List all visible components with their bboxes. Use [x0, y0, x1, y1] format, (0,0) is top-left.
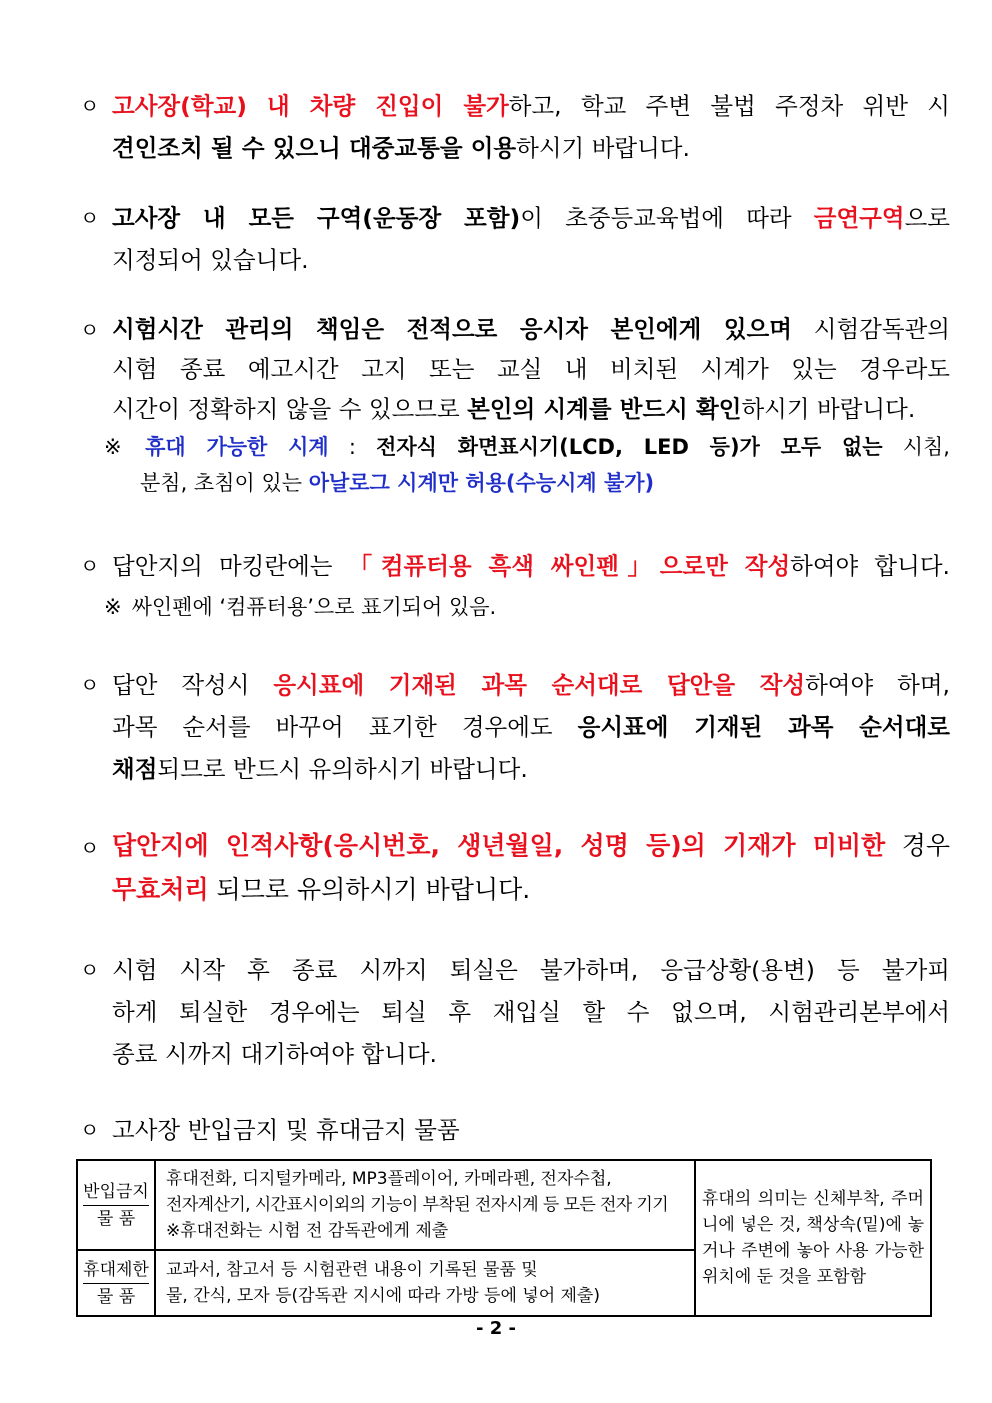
notice-leaving: ㅇ 시험 시작 후 종료 시까지 퇴실은 불가하며, 응급상황(용변) 등 불가피 하게 퇴실한 경우에는 퇴실 후 재입실 할 수 없으며, 시험관리본부에서 종료 시까지 대기하여야 합니다. [80, 949, 950, 1075]
bullet-icon: ㅇ [80, 673, 100, 697]
notice-time-management: ㅇ 시험시간 관리의 책임은 전적으로 응시자 본인에게 있으며 시험감독관의 시험 종료 예고시간 고지 또는 교실 내 비치된 시계가 있는 경우라도 시간이 정확하지 않을 수 있으므로 본인의 시계를 반드시 확인하시기 바랍니다. ※ 휴대 가능한 시계 : 전자식 화면표시기(LCD, LED 등)가 모두 없는 시침, 분침, 초침이 있는 아날로그 시계만 허용(수능시계 불가) [80, 309, 950, 501]
notice-no-smoking: ㅇ 고사장 내 모든 구역(운동장 포함)이 초중등교육법에 따라 금연구역으로 지정되어 있습니다. [80, 197, 950, 281]
notice-subject-order: ㅇ 답안 작성시 응시표에 기재된 과목 순서대로 답안을 작성하여야 하며, 과목 순서를 바꾸어 표기한 경우에도 응시표에 기재된 과목 순서대로 채점되므로 반드시 유의하시기 바랍니다. [80, 664, 950, 790]
page-number: - 2 - [476, 1318, 516, 1339]
row-head-restricted: 휴대제한 물 품 [77, 1250, 155, 1316]
row-head-banned: 반입금지 물 품 [77, 1160, 155, 1250]
notice-vehicle: ㅇ 고사장(학교) 내 차량 진입이 불가하고, 학교 주변 불법 주정차 위반 시 견인조치 될 수 있으니 대중교통을 이용하시기 바랍니다. [80, 85, 950, 169]
bullet-icon: ㅇ [80, 94, 100, 118]
bullet-icon: ㅇ [80, 1118, 100, 1142]
notice-prohibited-items-heading: ㅇ 고사장 반입금지 및 휴대금지 물품 [80, 1109, 950, 1151]
watch-note: ※ 휴대 가능한 시계 : 전자식 화면표시기(LCD, LED 등)가 모두 없는 시침, 분침, 초침이 있는 아날로그 시계만 허용(수능시계 불가) [104, 435, 950, 495]
pen-note: ※ 싸인펜에 ‘컴퓨터용’으로 표기되어 있음. [104, 595, 497, 619]
banned-items-cell: 휴대전화, 디지털카메라, MP3플레이어, 카메라펜, 전자수첩, 전자계산기, 시간표시이외의 기능이 부착된 전자시계 등 모든 전자 기기 ※휴대전화는 시험 전 감독관에게 제출 [155, 1160, 695, 1250]
bullet-icon: ㅇ [80, 836, 100, 860]
bullet-icon: ㅇ [80, 554, 100, 578]
bullet-icon: ㅇ [80, 206, 100, 230]
bullet-icon: ㅇ [80, 958, 100, 982]
notice-personal-info: ㅇ 답안지에 인적사항(응시번호, 생년월일, 성명 등)의 기재가 미비한 경우 무효처리 되므로 유의하시기 바랍니다. [80, 824, 950, 912]
bullet-icon: ㅇ [80, 318, 100, 342]
table-row [77, 1160, 931, 1250]
prohibited-items-table [76, 1159, 932, 1317]
notice-marking-pen: ㅇ 답안지의 마킹란에는 「컴퓨터용 흑색 싸인펜」으로만 작성하여야 합니다. ※ 싸인펜에 ‘컴퓨터용’으로 표기되어 있음. [80, 545, 950, 627]
restricted-items-cell: 교과서, 참고서 등 시험관련 내용이 기록된 물품 및 물, 간식, 모자 등(감독관 지시에 따라 가방 등에 넣어 제출) [155, 1250, 695, 1316]
carry-meaning-cell: 휴대의 의미는 신체부착, 주머니에 넣은 것, 책상속(밑)에 놓거나 주변에 놓아 사용 가능한 위치에 둔 것을 포함함 [695, 1160, 931, 1316]
